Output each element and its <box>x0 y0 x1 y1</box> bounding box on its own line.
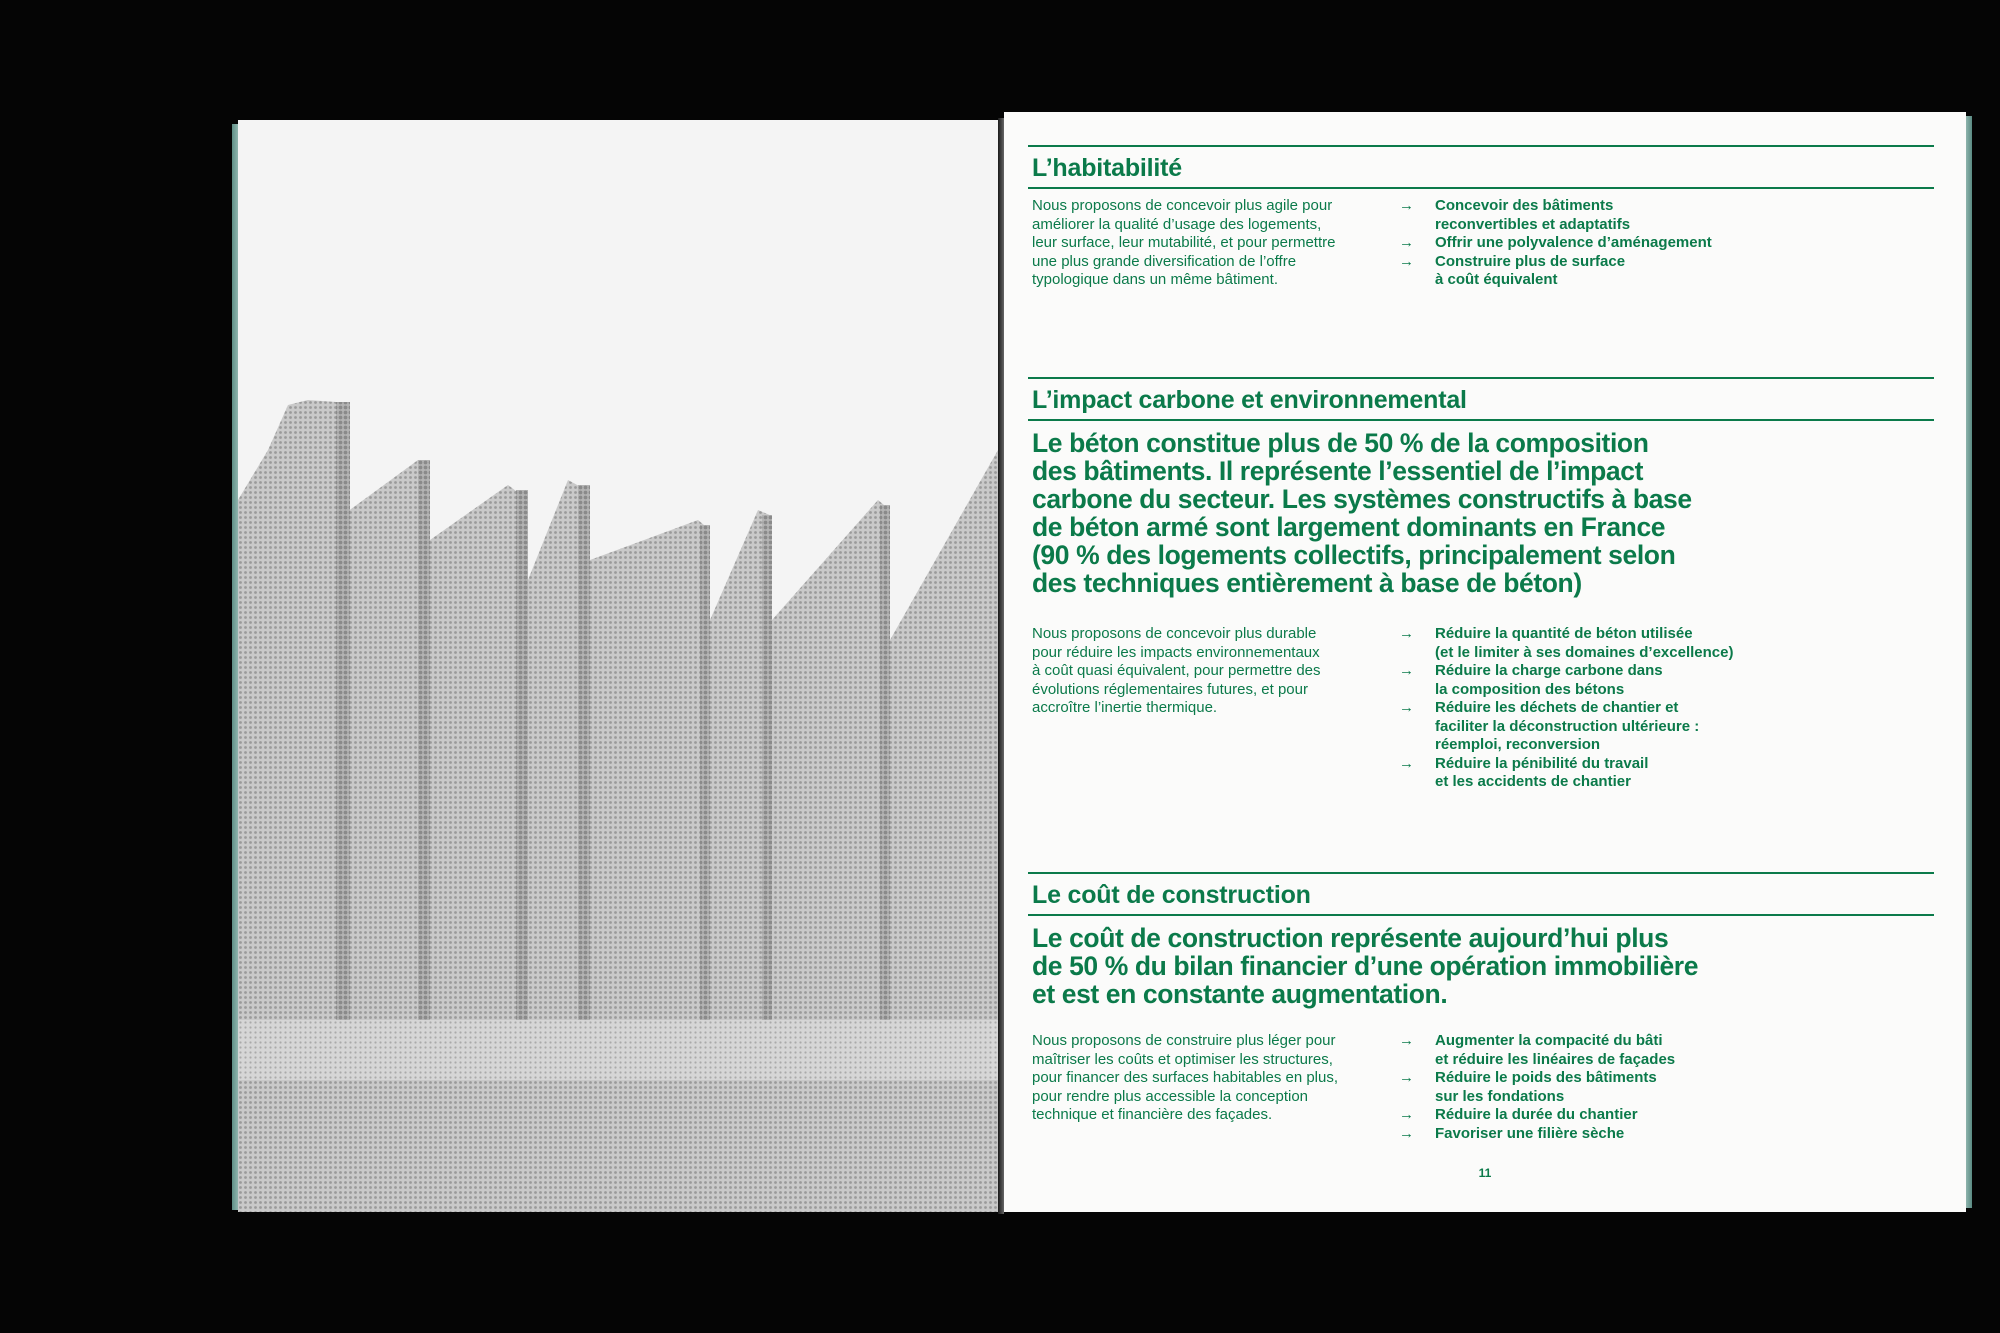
right-page <box>1004 112 1966 1212</box>
item-line: sur les fondations <box>1435 1087 1565 1105</box>
item-line: Offrir une polyvalence d’aménagement <box>1435 234 1712 251</box>
list-item <box>1399 234 1712 253</box>
list-item <box>1399 1032 1675 1069</box>
item-line: Réduire les déchets de chantier et <box>1435 699 1679 716</box>
lead-line: Le béton constitue plus de 50 % de la composition <box>1032 428 1649 458</box>
item-line: Réduire la durée du chantier <box>1435 1106 1638 1123</box>
halftone-building-photo <box>238 120 998 1212</box>
item-line: et réduire les linéaires de façades <box>1435 1050 1676 1068</box>
body-line: Nous proposons de concevoir plus agile pour <box>1032 197 1333 214</box>
body-line: évolutions réglementaires futures, et pour <box>1032 680 1308 698</box>
section-lead <box>1028 421 1934 597</box>
body-line: pour réduire les impacts environnementaux <box>1032 643 1320 661</box>
item-line: à coût équivalent <box>1435 271 1558 288</box>
arrow-right-icon: → <box>1399 754 1414 772</box>
arrow-right-icon: → <box>1399 1106 1414 1123</box>
lead-line: carbone du secteur. Les systèmes constructifs à base <box>1032 484 1692 514</box>
lead-line: de 50 % du bilan financier d’une opération immobilière <box>1032 951 1699 981</box>
section-columns <box>1028 597 1934 792</box>
lead-line: Le coût de construction représente aujourd’hui plus <box>1032 923 1669 953</box>
body-line: Nous proposons de concevoir plus durable <box>1032 625 1317 642</box>
arrow-right-icon: → <box>1399 699 1414 716</box>
section-columns <box>1028 1008 1934 1143</box>
section-title: L’habitabilité <box>1032 154 1182 182</box>
item-line: Réduire le poids des bâtiments <box>1435 1069 1657 1086</box>
list-item <box>1399 1069 1675 1106</box>
left-page <box>238 120 998 1212</box>
list-item <box>1399 1125 1675 1144</box>
body-line: accroître l’inertie thermique. <box>1032 699 1218 716</box>
list-item <box>1399 253 1712 290</box>
section-habitabilite <box>1028 145 1934 290</box>
lead-line: (90 % des logements collectifs, principalement selon <box>1032 540 1676 570</box>
item-line: Favoriser une filière sèche <box>1435 1124 1625 1142</box>
item-line: Concevoir des bâtiments <box>1435 197 1614 214</box>
section-impact-carbone <box>1028 377 1934 792</box>
arrow-right-icon: → <box>1399 662 1414 679</box>
body-line: typologique dans un même bâtiment. <box>1032 271 1278 288</box>
item-line: reconvertibles et adaptatifs <box>1435 215 1631 233</box>
arrow-right-icon: → <box>1399 234 1414 251</box>
arrow-right-icon: → <box>1399 1069 1414 1086</box>
arrow-right-icon: → <box>1399 1124 1414 1142</box>
body-line: technique et financière des façades. <box>1032 1106 1273 1123</box>
list-item <box>1399 197 1712 234</box>
page-number: 11 <box>1478 1166 1492 1180</box>
item-line: Réduire la charge carbone dans <box>1435 662 1663 679</box>
list-item <box>1399 625 1733 662</box>
section-columns <box>1028 189 1934 290</box>
item-line: Réduire la pénibilité du travail <box>1435 754 1649 772</box>
body-line: pour rendre plus accessible la conception <box>1032 1087 1308 1105</box>
item-line: la composition des bétons <box>1435 680 1625 698</box>
objectives-list <box>1399 197 1712 290</box>
section-body <box>1032 1032 1377 1143</box>
list-item <box>1399 699 1733 755</box>
item-line: Augmenter la compacité du bâti <box>1435 1032 1663 1049</box>
body-line: une plus grande diversification de l’offre <box>1032 252 1297 270</box>
list-item <box>1399 1106 1675 1125</box>
list-item <box>1399 662 1733 699</box>
objectives-list <box>1399 625 1733 792</box>
section-lead <box>1028 916 1934 1008</box>
arrow-right-icon: → <box>1399 197 1414 214</box>
item-line: faciliter la déconstruction ultérieure : <box>1435 717 1700 735</box>
objectives-list <box>1399 1032 1675 1143</box>
body-line: améliorer la qualité d’usage des logements, <box>1032 215 1322 233</box>
arrow-right-icon: → <box>1399 1032 1414 1049</box>
item-line: Réduire la quantité de béton utilisée <box>1435 625 1693 642</box>
lead-line: de béton armé sont largement dominants en France <box>1032 512 1666 542</box>
arrow-right-icon: → <box>1399 625 1414 642</box>
arrow-right-icon: → <box>1399 252 1414 270</box>
section-title: Le coût de construction <box>1032 881 1311 909</box>
list-item <box>1399 755 1733 792</box>
item-line: et les accidents de chantier <box>1435 773 1631 790</box>
lead-line: et est en constante augmentation. <box>1032 979 1448 1009</box>
body-line: leur surface, leur mutabilité, et pour permettre <box>1032 234 1336 251</box>
body-line: maîtriser les coûts et optimiser les structures, <box>1032 1050 1333 1068</box>
item-line: réemploi, reconversion <box>1435 736 1601 753</box>
section-body <box>1032 197 1377 290</box>
body-line: à coût quasi équivalent, pour permettre des <box>1032 662 1321 679</box>
section-title: L’impact carbone et environnemental <box>1032 386 1467 414</box>
section-body <box>1032 625 1377 792</box>
item-line: (et le limiter à ses domaines d’excellence) <box>1435 643 1734 661</box>
lead-line: des techniques entièrement à base de béton) <box>1032 568 1582 598</box>
body-line: pour financer des surfaces habitables en plus, <box>1032 1069 1339 1086</box>
lead-line: des bâtiments. Il représente l’essentiel de l’impact <box>1032 456 1644 486</box>
item-line: Construire plus de surface <box>1435 252 1626 270</box>
body-line: Nous proposons de construire plus léger pour <box>1032 1032 1336 1049</box>
section-cout-construction <box>1028 872 1934 1143</box>
